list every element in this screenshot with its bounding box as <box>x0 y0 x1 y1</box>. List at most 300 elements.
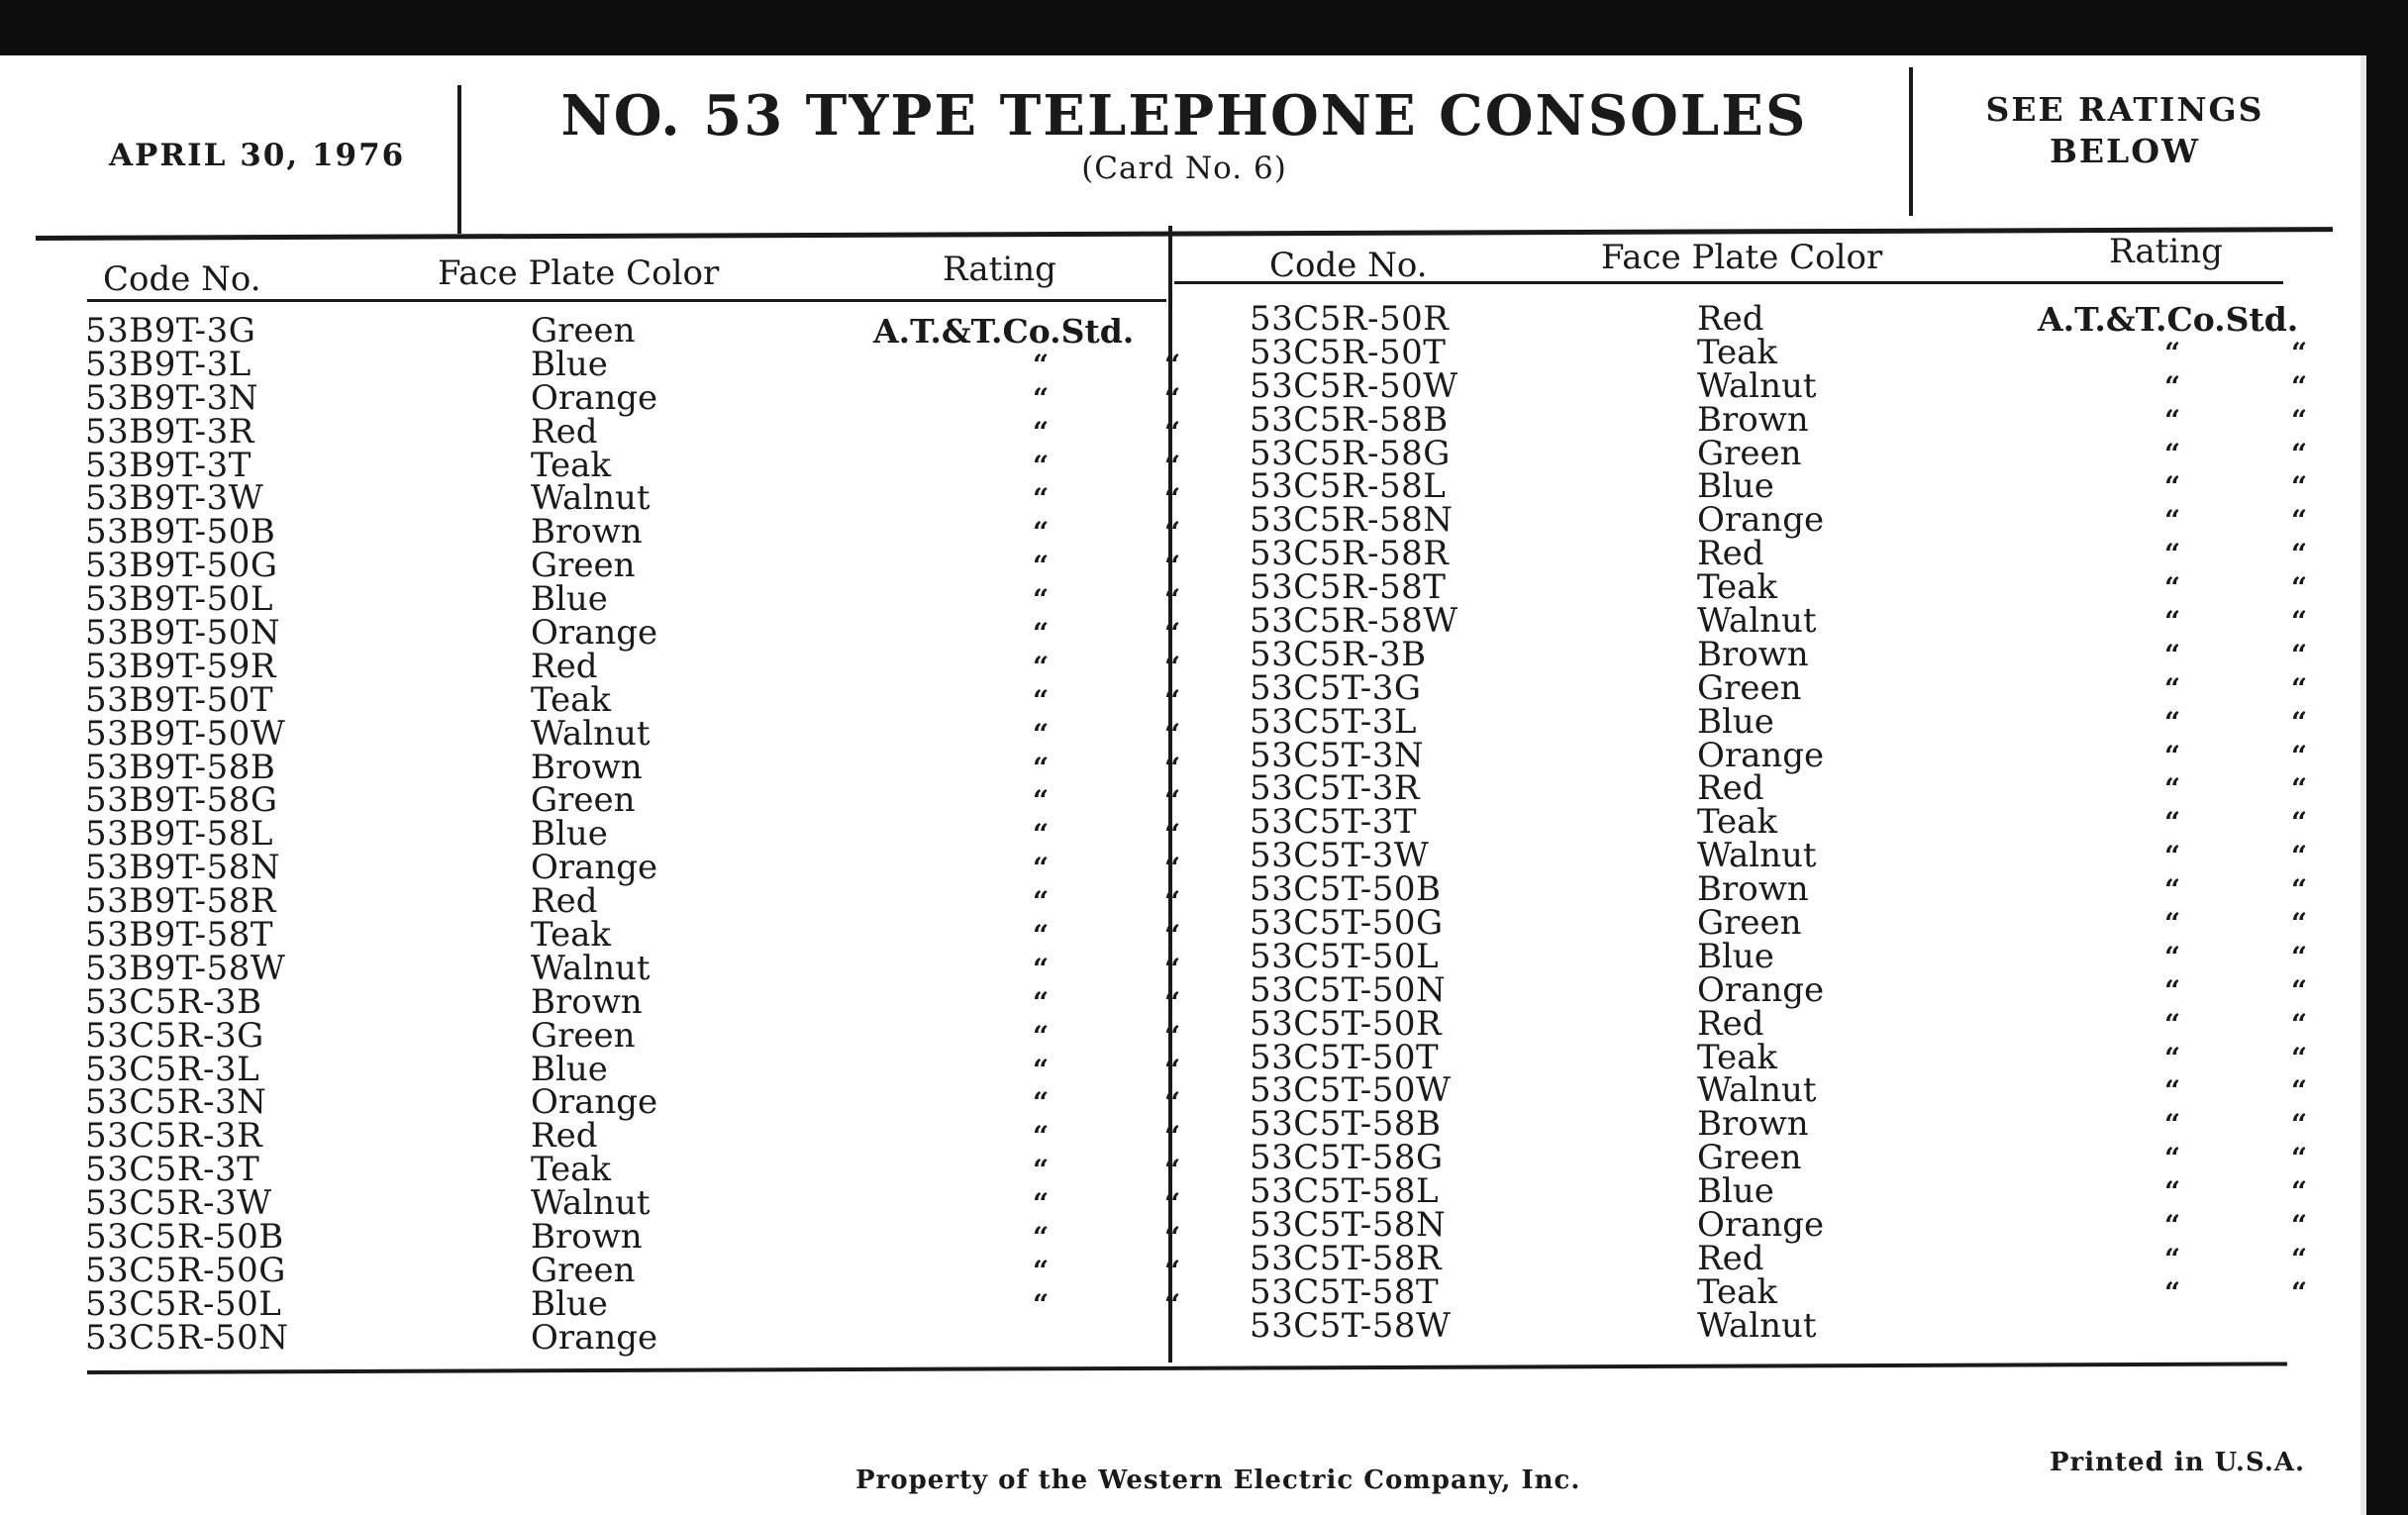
ditto-mark: “ <box>1164 1254 1181 1287</box>
ditto-mark: “ <box>1164 919 1181 953</box>
scan-border-right <box>2366 0 2408 1515</box>
column-header-code: Code No. <box>1269 246 1428 285</box>
ditto-mark: “ <box>1164 1019 1181 1053</box>
ditto-mark: “ <box>2291 1041 2308 1074</box>
face-plate-color-cell: Teak <box>1697 1037 1778 1077</box>
table-row <box>85 780 1181 821</box>
table-row <box>85 1082 1181 1123</box>
table-row <box>1250 1003 2308 1044</box>
ditto-mark: “ <box>2291 1007 2308 1041</box>
ditto-mark: “ <box>2291 973 2308 1007</box>
code-cell: 53B9T-50L <box>85 579 274 620</box>
code-cell: 53C5R-50W <box>1250 365 1458 406</box>
code-cell: 53C5R-3W <box>85 1183 272 1224</box>
table-row <box>1250 735 2308 775</box>
table-row <box>1250 1037 2308 1077</box>
table-row <box>1250 1238 2308 1278</box>
ditto-mark: “ <box>1164 784 1181 818</box>
code-cell: 53B9T-58W <box>85 948 286 988</box>
card-header <box>36 55 2333 234</box>
code-cell: 53B9T-3T <box>85 445 251 485</box>
face-plate-color-cell: Walnut <box>1697 365 1817 406</box>
table-row <box>1250 1205 2308 1246</box>
code-cell: 53C5T-58N <box>1250 1205 1447 1246</box>
ditto-mark: “ <box>1164 449 1181 482</box>
table-row <box>85 579 1181 620</box>
ditto-mark: “ <box>1033 818 1050 852</box>
ditto-mark: “ <box>2164 739 2181 772</box>
code-cell: 53B9T-3R <box>85 411 254 452</box>
code-cell: 53B9T-50W <box>85 713 286 754</box>
ditto-mark: “ <box>2164 940 2181 973</box>
ditto-mark: “ <box>1164 348 1181 381</box>
ditto-mark: “ <box>1033 617 1050 651</box>
ditto-mark: “ <box>1164 650 1181 683</box>
face-plate-color-cell: Green <box>531 1250 636 1290</box>
code-cell: 53C5R-3T <box>85 1150 260 1190</box>
ditto-mark: “ <box>1033 1019 1050 1053</box>
table-row <box>85 1217 1181 1258</box>
table-row <box>85 679 1181 720</box>
code-cell: 53B9T-58B <box>85 747 276 787</box>
ditto-mark: “ <box>2164 1175 2181 1209</box>
table-row <box>85 848 1181 888</box>
face-plate-color-cell: Brown <box>1697 399 1809 440</box>
ditto-mark: “ <box>1033 919 1050 953</box>
code-cell: 53C5R-50G <box>85 1250 286 1290</box>
table-row <box>85 881 1181 922</box>
ditto-mark: “ <box>2291 403 2308 437</box>
ditto-mark: “ <box>2164 806 2181 840</box>
face-plate-color-cell: Walnut <box>1697 601 1817 642</box>
table-row <box>1250 836 2308 876</box>
face-plate-color-cell: Blue <box>1697 701 1774 742</box>
ditto-mark: “ <box>2164 437 2181 470</box>
table-row <box>85 915 1181 956</box>
ditto-mark: “ <box>2291 806 2308 840</box>
ditto-mark: “ <box>2291 369 2308 403</box>
table-row <box>1250 701 2308 742</box>
code-cell: 53B9T-58G <box>85 780 278 821</box>
ditto-mark: “ <box>1164 583 1181 617</box>
table-row <box>85 1049 1181 1089</box>
ditto-mark: “ <box>1033 885 1050 919</box>
ditto-mark: “ <box>1033 482 1050 516</box>
code-cell: 53B9T-50G <box>85 546 278 586</box>
face-plate-color-cell: Walnut <box>1697 1070 1817 1111</box>
face-plate-color-cell: Red <box>531 1116 598 1157</box>
ditto-mark: “ <box>2164 973 2181 1007</box>
ditto-mark: “ <box>2291 739 2308 772</box>
ditto-mark: “ <box>1033 1120 1050 1154</box>
column-header-rating: Rating <box>943 250 1056 289</box>
column-header-rating: Rating <box>2109 232 2223 271</box>
ditto-mark: “ <box>2164 1275 2181 1309</box>
code-cell: 53C5T-50W <box>1250 1070 1452 1111</box>
table-row <box>1250 433 2308 473</box>
ditto-mark: “ <box>2164 907 2181 941</box>
ditto-mark: “ <box>1033 751 1050 784</box>
ditto-mark: “ <box>2291 671 2308 705</box>
face-plate-color-cell: Walnut <box>1697 836 1817 876</box>
ditto-mark: “ <box>1164 818 1181 852</box>
ditto-mark: “ <box>2164 1007 2181 1041</box>
face-plate-color-cell: Teak <box>1697 1271 1778 1312</box>
left-table-header <box>85 248 1164 303</box>
ditto-mark: “ <box>1164 617 1181 651</box>
face-plate-color-cell: Orange <box>1697 969 1825 1010</box>
face-plate-color-cell: Red <box>1697 299 1764 339</box>
face-plate-color-cell: Blue <box>531 344 608 384</box>
ditto-mark: “ <box>1033 449 1050 482</box>
table-row <box>1250 869 2308 910</box>
ditto-mark: “ <box>2291 504 2308 538</box>
header-divider-right <box>1909 67 1913 216</box>
face-plate-color-cell: Green <box>531 1015 636 1056</box>
table-row <box>1250 1305 2299 1346</box>
face-plate-color-cell: Blue <box>531 814 608 855</box>
ditto-mark: “ <box>1164 415 1181 449</box>
ditto-mark: “ <box>2164 840 2181 873</box>
ditto-mark: “ <box>1164 985 1181 1019</box>
table-row <box>85 713 1181 754</box>
face-plate-color-cell: Orange <box>1697 1205 1825 1246</box>
code-cell: 53C5T-58T <box>1250 1271 1440 1312</box>
code-cell: 53C5R-58R <box>1250 534 1450 574</box>
code-cell: 53C5R-3L <box>85 1049 260 1089</box>
code-cell: 53B9T-50T <box>85 679 274 720</box>
ditto-mark: “ <box>1033 985 1050 1019</box>
code-cell: 53C5T-50T <box>1250 1037 1440 1077</box>
table-row <box>85 747 1181 787</box>
ditto-mark: “ <box>2164 336 2181 369</box>
face-plate-color-cell: Green <box>531 546 636 586</box>
table-row <box>1250 667 2308 708</box>
table-row <box>85 311 1164 351</box>
ditto-mark: “ <box>2291 873 2308 907</box>
face-plate-color-cell: Brown <box>1697 634 1809 674</box>
code-cell: 53C5R-50L <box>85 1283 282 1324</box>
face-plate-color-cell: Brown <box>531 981 643 1022</box>
ditto-mark: “ <box>2164 1108 2181 1142</box>
ditto-mark: “ <box>2164 772 2181 806</box>
face-plate-color-cell: Orange <box>531 613 658 654</box>
left-table-rows <box>85 311 1181 1358</box>
table-row <box>85 1283 1181 1324</box>
face-plate-color-cell: Green <box>531 780 636 821</box>
face-plate-color-cell: Green <box>1697 1138 1802 1178</box>
ditto-mark: “ <box>2291 605 2308 639</box>
table-row <box>85 377 1181 418</box>
ditto-mark: “ <box>2291 840 2308 873</box>
right-table-header <box>1250 232 2299 291</box>
table-row <box>1250 768 2308 809</box>
table-row <box>1250 969 2308 1010</box>
ditto-mark: “ <box>1033 1053 1050 1086</box>
ditto-mark: “ <box>2164 538 2181 571</box>
ditto-mark: “ <box>1164 1053 1181 1086</box>
card-subtitle: (Card No. 6) <box>1081 151 1287 186</box>
ditto-mark: “ <box>1164 1187 1181 1221</box>
table-row <box>1250 1138 2308 1178</box>
ditto-mark: “ <box>2164 638 2181 671</box>
ditto-mark: “ <box>1164 482 1181 516</box>
ditto-mark: “ <box>1033 381 1050 415</box>
table-bottom-rule <box>87 1362 2287 1374</box>
table-row <box>1250 500 2308 541</box>
table-row <box>85 613 1181 654</box>
code-cell: 53B9T-50B <box>85 512 276 553</box>
table-row <box>85 646 1181 686</box>
ditto-mark: “ <box>1033 516 1050 550</box>
code-cell: 53C5R-50R <box>1250 299 1450 339</box>
table-row <box>1250 936 2308 976</box>
face-plate-color-cell: Blue <box>1697 466 1774 507</box>
ditto-mark: “ <box>2164 1142 2181 1175</box>
ditto-mark: “ <box>1033 1287 1050 1321</box>
face-plate-color-cell: Orange <box>1697 735 1825 775</box>
ditto-mark: “ <box>2291 1275 2308 1309</box>
ditto-mark: “ <box>2291 336 2308 369</box>
ditto-mark: “ <box>1033 348 1050 381</box>
table-row <box>85 1116 1181 1157</box>
column-header-color: Face Plate Color <box>1601 238 1883 277</box>
table-row <box>85 445 1181 485</box>
face-plate-color-cell: Brown <box>1697 1104 1809 1145</box>
face-plate-color-cell: Teak <box>531 915 612 956</box>
face-plate-color-cell: Red <box>531 646 598 686</box>
code-cell: 53C5T-3G <box>1250 667 1422 708</box>
face-plate-color-cell: Teak <box>1697 802 1778 843</box>
table-row <box>1250 802 2308 843</box>
ditto-mark: “ <box>2164 369 2181 403</box>
code-cell: 53B9T-50N <box>85 613 281 654</box>
face-plate-color-cell: Walnut <box>531 1183 651 1224</box>
code-cell: 53B9T-58T <box>85 915 274 956</box>
ditto-mark: “ <box>1033 1154 1050 1187</box>
code-cell: 53C5R-58W <box>1250 601 1458 642</box>
table-row <box>1250 332 2308 372</box>
ditto-mark: “ <box>1164 852 1181 885</box>
table-row <box>85 411 1181 452</box>
code-cell: 53C5T-3N <box>1250 735 1425 775</box>
table-row <box>85 948 1181 988</box>
code-cell: 53C5R-58G <box>1250 433 1451 473</box>
face-plate-color-cell: Red <box>531 881 598 922</box>
ditto-mark: “ <box>2291 1242 2308 1275</box>
ditto-mark: “ <box>2164 504 2181 538</box>
rating-cell: A.T.&T.Co.Std. <box>2038 300 2299 339</box>
card-date: APRIL 30, 1976 <box>109 138 406 173</box>
ditto-mark: “ <box>2164 403 2181 437</box>
code-cell: 53B9T-3G <box>85 311 256 351</box>
code-cell: 53B9T-3N <box>85 377 259 418</box>
code-cell: 53C5R-3R <box>85 1116 263 1157</box>
ditto-mark: “ <box>2291 705 2308 739</box>
table-row <box>1250 634 2308 674</box>
code-cell: 53B9T-3W <box>85 478 264 519</box>
card-edge <box>2360 55 2366 1515</box>
ditto-mark: “ <box>1033 683 1050 717</box>
ditto-mark: “ <box>2164 1041 2181 1074</box>
ditto-mark: “ <box>2291 1209 2308 1243</box>
card-title: NO. 53 TYPE TELEPHONE CONSOLES <box>560 83 1808 149</box>
table-row <box>1250 567 2308 608</box>
ditto-mark: “ <box>1033 784 1050 818</box>
table-row <box>85 814 1181 855</box>
face-plate-color-cell: Walnut <box>531 713 651 754</box>
ditto-mark: “ <box>2291 538 2308 571</box>
table-row <box>85 344 1181 384</box>
face-plate-color-cell: Walnut <box>1697 1305 1817 1346</box>
left-table <box>85 248 1181 1358</box>
face-plate-color-cell: Blue <box>531 1049 608 1089</box>
code-cell: 53C5R-58N <box>1250 500 1454 541</box>
table-row <box>1250 466 2308 507</box>
ratings-note <box>1917 89 2333 172</box>
ditto-mark: “ <box>1164 952 1181 985</box>
face-plate-color-cell: Blue <box>531 579 608 620</box>
code-cell: 53B9T-58L <box>85 814 274 855</box>
face-plate-color-cell: Green <box>1697 903 1802 944</box>
table-row <box>1250 534 2308 574</box>
code-cell: 53C5R-3N <box>85 1082 267 1123</box>
table-row <box>85 1250 1181 1290</box>
ditto-mark: “ <box>2291 571 2308 605</box>
face-plate-color-cell: Teak <box>531 679 612 720</box>
ditto-mark: “ <box>2164 605 2181 639</box>
table-row <box>85 1150 1181 1190</box>
code-cell: 53C5R-58B <box>1250 399 1449 440</box>
table-row <box>1250 365 2308 406</box>
ditto-mark: “ <box>1164 550 1181 583</box>
ditto-mark: “ <box>2291 1142 2308 1175</box>
ratings-note-line2: BELOW <box>2049 132 2201 170</box>
code-cell: 53C5R-3G <box>85 1015 264 1056</box>
code-cell: 53C5R-50N <box>85 1317 289 1358</box>
table-row <box>1250 601 2308 642</box>
table-row <box>85 478 1181 519</box>
ratings-note-line1: SEE RATINGS <box>1985 90 2264 129</box>
ditto-mark: “ <box>1033 852 1050 885</box>
table-row <box>85 1183 1181 1224</box>
table-row <box>1250 1070 2308 1111</box>
code-cell: 53C5T-3T <box>1250 802 1418 843</box>
face-plate-color-cell: Red <box>1697 768 1764 809</box>
ditto-mark: “ <box>2291 940 2308 973</box>
ditto-mark: “ <box>1033 415 1050 449</box>
code-cell: 53C5T-58B <box>1250 1104 1442 1145</box>
table-row <box>1250 1271 2308 1312</box>
table-row <box>85 981 1181 1022</box>
table-row <box>85 512 1181 553</box>
code-cell: 53C5R-3B <box>1250 634 1427 674</box>
ditto-mark: “ <box>2291 1108 2308 1142</box>
face-plate-color-cell: Red <box>1697 534 1764 574</box>
ditto-mark: “ <box>1033 550 1050 583</box>
ditto-mark: “ <box>2164 1074 2181 1108</box>
face-plate-color-cell: Brown <box>1697 869 1809 910</box>
ditto-mark: “ <box>2291 772 2308 806</box>
ditto-mark: “ <box>2164 873 2181 907</box>
ditto-mark: “ <box>2164 571 2181 605</box>
ditto-mark: “ <box>1164 885 1181 919</box>
code-cell: 53B9T-58N <box>85 848 281 888</box>
code-cell: 53B9T-58R <box>85 881 277 922</box>
ditto-mark: “ <box>2164 671 2181 705</box>
ditto-mark: “ <box>1033 583 1050 617</box>
face-plate-color-cell: Orange <box>531 1082 658 1123</box>
face-plate-color-cell: Green <box>531 311 636 351</box>
ditto-mark: “ <box>1033 1187 1050 1221</box>
right-table-rows <box>1250 299 2308 1346</box>
face-plate-color-cell: Orange <box>531 377 658 418</box>
code-cell: 53C5R-50T <box>1250 332 1447 372</box>
code-cell: 53C5T-3L <box>1250 701 1417 742</box>
table-row <box>1250 903 2308 944</box>
code-cell: 53C5T-58W <box>1250 1305 1452 1346</box>
code-cell: 53B9T-59R <box>85 646 277 686</box>
right-table <box>1250 232 2308 1346</box>
face-plate-color-cell: Teak <box>1697 332 1778 372</box>
ditto-mark: “ <box>1164 1221 1181 1255</box>
code-cell: 53C5R-58L <box>1250 466 1447 507</box>
ditto-mark: “ <box>1033 1254 1050 1287</box>
face-plate-color-cell: Red <box>531 411 598 452</box>
column-header-code: Code No. <box>103 259 261 299</box>
code-cell: 53C5T-50N <box>1250 969 1447 1010</box>
ditto-mark: “ <box>1164 1287 1181 1321</box>
face-plate-color-cell: Walnut <box>531 948 651 988</box>
code-cell: 53C5T-50G <box>1250 903 1444 944</box>
ditto-mark: “ <box>2164 1242 2181 1275</box>
ditto-mark: “ <box>1164 1120 1181 1154</box>
ditto-mark: “ <box>1033 1086 1050 1120</box>
code-cell: 53C5R-50B <box>85 1217 284 1258</box>
face-plate-color-cell: Green <box>1697 667 1802 708</box>
ditto-mark: “ <box>2291 907 2308 941</box>
code-cell: 53C5R-58T <box>1250 567 1447 608</box>
ditto-mark: “ <box>2164 705 2181 739</box>
table-row <box>1250 1171 2308 1212</box>
ditto-mark: “ <box>2291 638 2308 671</box>
code-cell: 53B9T-3L <box>85 344 251 384</box>
ditto-mark: “ <box>1164 717 1181 751</box>
face-plate-color-cell: Teak <box>1697 567 1778 608</box>
ditto-mark: “ <box>1164 381 1181 415</box>
table-row <box>1250 399 2308 440</box>
ditto-mark: “ <box>1033 1221 1050 1255</box>
ditto-mark: “ <box>1033 952 1050 985</box>
ditto-mark: “ <box>2164 470 2181 504</box>
code-cell: 53C5T-58L <box>1250 1171 1440 1212</box>
face-plate-color-cell: Orange <box>531 1317 658 1358</box>
ditto-mark: “ <box>2291 1175 2308 1209</box>
face-plate-color-cell: Brown <box>531 512 643 553</box>
code-cell: 53C5T-50B <box>1250 869 1442 910</box>
ditto-mark: “ <box>1164 683 1181 717</box>
table-row <box>1250 299 2299 339</box>
face-plate-color-cell: Red <box>1697 1003 1764 1044</box>
table-row <box>85 1015 1181 1056</box>
property-notice: Property of the Western Electric Company, Inc. <box>855 1465 1581 1495</box>
scan-border-top <box>0 0 2408 55</box>
printed-notice: Printed in U.S.A. <box>2050 1448 2306 1477</box>
ditto-mark: “ <box>1164 516 1181 550</box>
face-plate-color-cell: Blue <box>531 1283 608 1324</box>
code-cell: 53C5T-3W <box>1250 836 1430 876</box>
ditto-mark: “ <box>2164 1209 2181 1243</box>
